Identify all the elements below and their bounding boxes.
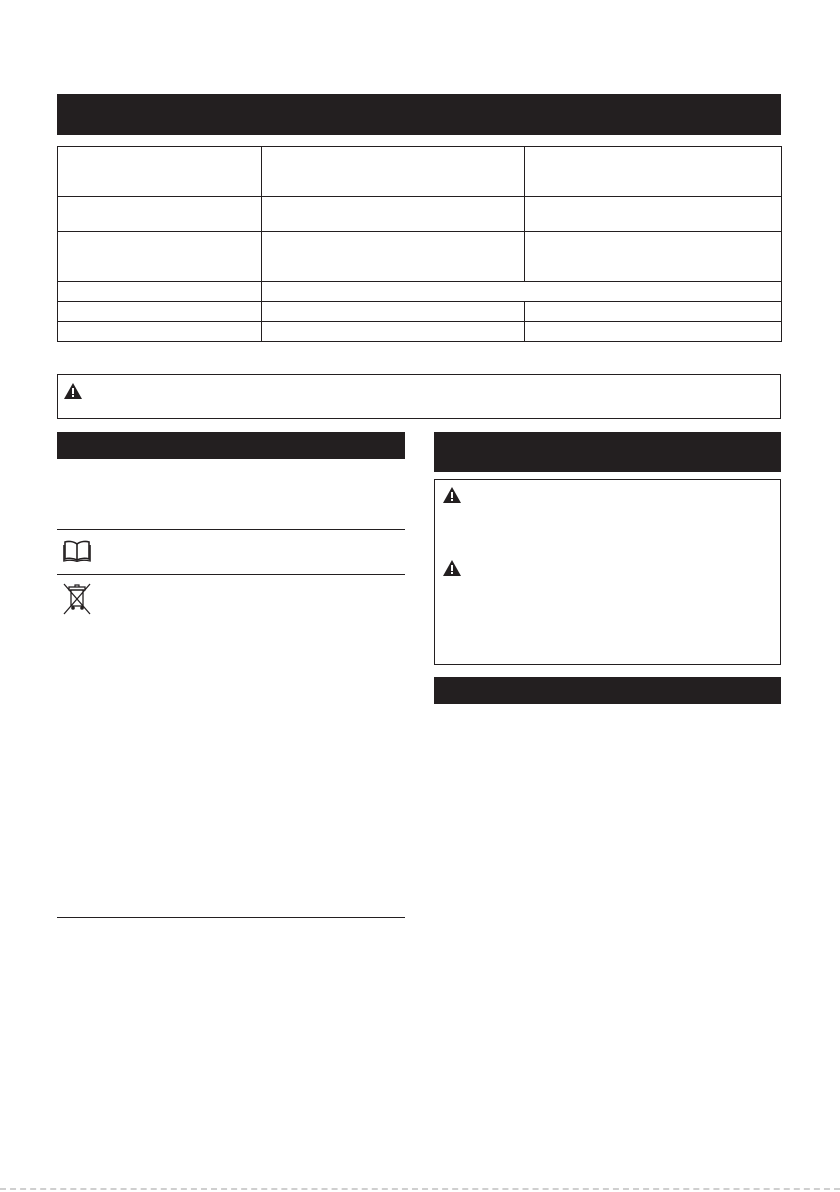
table-row bbox=[58, 232, 782, 282]
table-cell bbox=[525, 322, 782, 342]
crossed-out-wheelie-bin-icon bbox=[62, 582, 92, 616]
table-row bbox=[58, 282, 782, 302]
specifications-table bbox=[57, 146, 782, 342]
table-cell bbox=[58, 197, 262, 232]
divider bbox=[57, 574, 405, 575]
table-cell bbox=[525, 147, 782, 197]
safety-warnings-header bbox=[434, 432, 781, 472]
table-cell bbox=[525, 232, 782, 282]
table-cell bbox=[262, 197, 525, 232]
intended-use-header bbox=[434, 677, 781, 704]
table-cell bbox=[262, 282, 782, 302]
warning-triangle-icon bbox=[64, 383, 82, 399]
table-cell bbox=[262, 147, 525, 197]
general-warning-box bbox=[57, 374, 781, 419]
safety-warning-box bbox=[434, 479, 781, 665]
page-edge bbox=[0, 1188, 840, 1190]
table-row bbox=[58, 147, 782, 197]
table-cell bbox=[58, 232, 262, 282]
table-cell bbox=[58, 322, 262, 342]
specifications-header bbox=[57, 94, 781, 135]
warning-triangle-icon bbox=[443, 487, 461, 503]
divider bbox=[57, 529, 405, 530]
table-cell bbox=[525, 197, 782, 232]
table-cell bbox=[58, 147, 262, 197]
table-row bbox=[58, 322, 782, 342]
table-cell bbox=[58, 302, 262, 322]
table-cell bbox=[262, 232, 525, 282]
table-cell bbox=[525, 302, 782, 322]
symbols-header bbox=[57, 432, 405, 459]
table-row bbox=[58, 197, 782, 232]
table-cell bbox=[262, 322, 525, 342]
table-row bbox=[58, 302, 782, 322]
divider bbox=[57, 917, 405, 918]
table-cell bbox=[58, 282, 262, 302]
read-manual-icon bbox=[63, 540, 91, 562]
table-cell bbox=[262, 302, 525, 322]
warning-triangle-icon bbox=[443, 560, 461, 576]
